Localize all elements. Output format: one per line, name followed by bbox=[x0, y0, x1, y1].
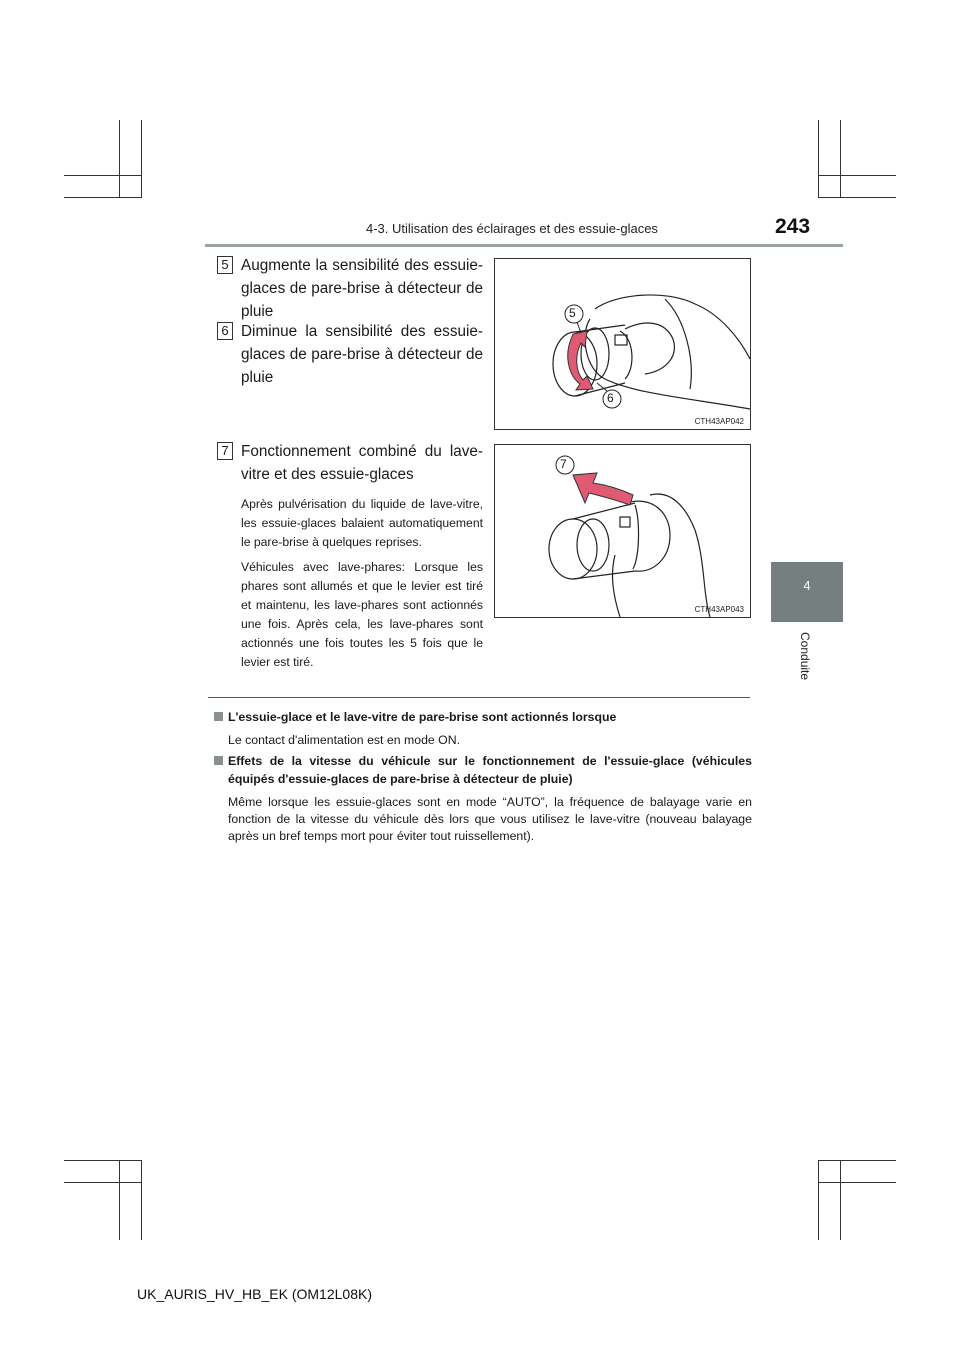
list-item bbox=[217, 254, 483, 323]
note-block bbox=[214, 708, 752, 749]
crop-mark bbox=[818, 120, 819, 198]
square-bullet-icon bbox=[214, 756, 223, 765]
item-title: Diminue la sensibilité des essuie-glaces de pare-brise à détecteur de pluie bbox=[241, 323, 483, 386]
crop-mark bbox=[64, 197, 142, 198]
note-body: Le contact d'alimentation est en mode ON. bbox=[228, 733, 461, 747]
square-bullet-icon bbox=[214, 712, 223, 721]
section-divider bbox=[208, 697, 750, 698]
figure-code: CTH43AP042 bbox=[694, 417, 744, 426]
item-description: Après pulvérisation du liquide de lave-vitre, les essuie-glaces balaient automatiquement le pare-brise à quelques reprises. bbox=[241, 497, 483, 549]
item-number-badge: 7 bbox=[217, 442, 233, 460]
callout-label: 6 bbox=[607, 391, 614, 405]
crop-mark bbox=[64, 175, 142, 176]
page-number: 243 bbox=[775, 215, 811, 238]
crop-mark bbox=[818, 175, 896, 176]
crop-mark bbox=[141, 1160, 142, 1240]
crop-mark bbox=[64, 1182, 142, 1183]
manual-code-footer: UK_AURIS_HV_HB_EK (OM12L08K) bbox=[137, 1286, 372, 1302]
wiper-lever-rotate-illustration bbox=[494, 258, 751, 430]
crop-mark bbox=[141, 120, 142, 198]
crop-mark bbox=[818, 1160, 819, 1240]
callout-label: 7 bbox=[560, 457, 567, 471]
crop-mark bbox=[64, 1160, 142, 1161]
item-description: Véhicules avec lave-phares: Lorsque les phares sont allumés et que le levier est tiré et maintenu, les lave-phares sont actionnés une fois. Après cela, les lave-phares sont actionnés une fois toutes les 5 fois que le levier est tiré. bbox=[241, 560, 483, 669]
item-number-badge: 5 bbox=[217, 256, 233, 274]
crop-mark bbox=[818, 1182, 896, 1183]
wiper-lever-pull-illustration bbox=[494, 444, 751, 618]
chapter-tab bbox=[771, 562, 843, 622]
crop-mark bbox=[119, 1160, 120, 1240]
item-title: Augmente la sensibilité des essuie-glaces de pare-brise à détecteur de pluie bbox=[241, 257, 483, 320]
crop-mark bbox=[818, 197, 896, 198]
note-heading: L'essuie-glace et le lave-vitre de pare-brise sont actionnés lorsque bbox=[214, 708, 752, 726]
callout-label: 5 bbox=[569, 306, 576, 320]
crop-mark bbox=[119, 120, 120, 198]
note-heading: Effets de la vitesse du véhicule sur le fonctionnement de l'essuie-glace (véhicules équipés d'essuie-glaces de pare-brise à détecteur de pluie) bbox=[214, 752, 752, 788]
crop-mark bbox=[840, 120, 841, 198]
figure-code: CTH43AP043 bbox=[694, 605, 744, 614]
header-divider bbox=[205, 244, 843, 247]
chapter-number: 4 bbox=[803, 578, 811, 593]
lever-drawing bbox=[495, 259, 750, 429]
item-title: Fonctionnement combiné du lave-vitre et des essuie-glaces bbox=[241, 443, 483, 483]
list-item bbox=[217, 440, 483, 672]
crop-mark bbox=[818, 1160, 896, 1161]
lever-drawing bbox=[495, 445, 750, 617]
crop-mark bbox=[840, 1160, 841, 1240]
chapter-label: Conduite bbox=[798, 632, 812, 681]
item-number-badge: 6 bbox=[217, 322, 233, 340]
list-item bbox=[217, 320, 483, 389]
note-block bbox=[214, 752, 752, 845]
note-body: Même lorsque les essuie-glaces sont en mode “AUTO”, la fréquence de balayage varie en fonction de la vitesse du véhicule dès lors que vous utilisez le lave-vitre (nouveau balayage après un bref temps mort pour éviter tout ruissellement). bbox=[228, 795, 752, 843]
section-title: 4-3. Utilisation des éclairages et des essuie-glaces bbox=[366, 221, 658, 236]
